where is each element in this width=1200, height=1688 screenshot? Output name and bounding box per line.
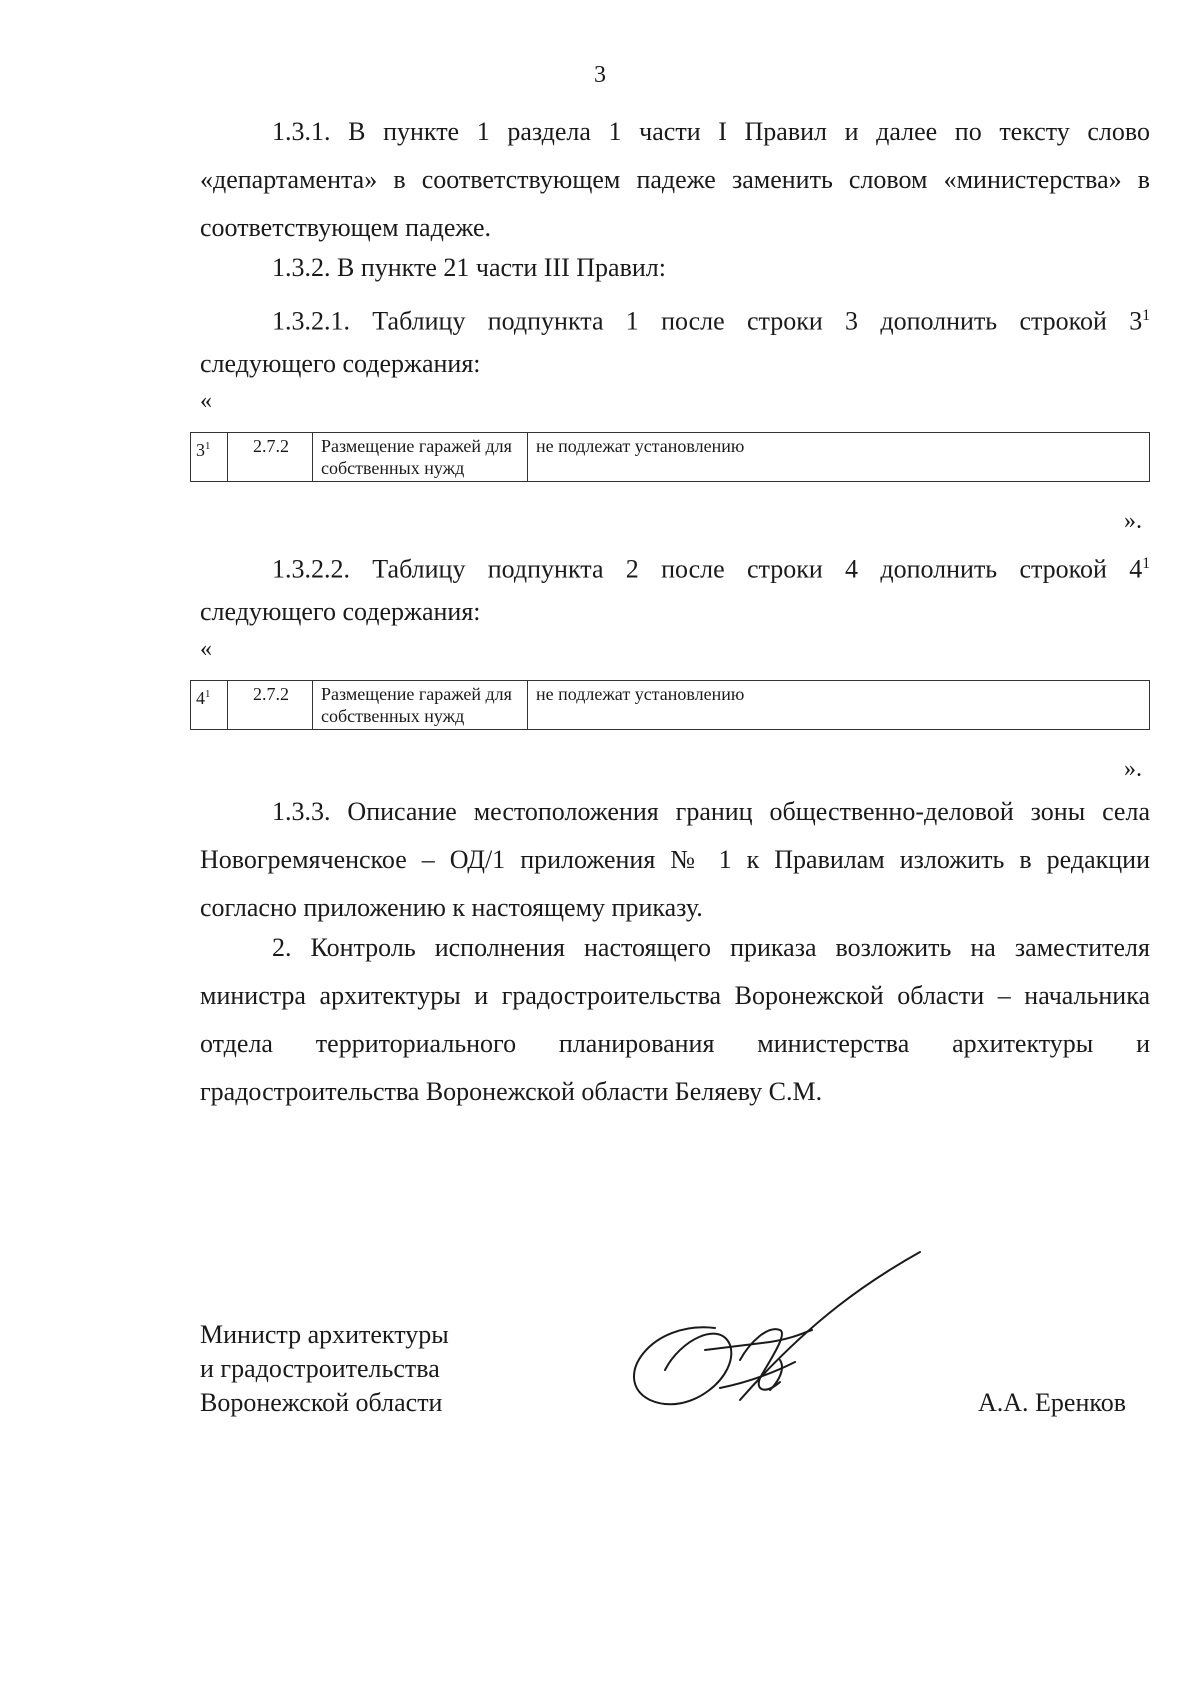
amendment-table-2 — [190, 680, 1150, 730]
name-cell: Размещение гаражей для собственных нужд — [313, 681, 528, 730]
row-number-cell: $3^1$ — [191, 433, 228, 482]
paragraph-2: 2. Контроль исполнения настоящего приказа возложить на заместителя министра архитектуры и градостроительства Воронежской области – начальника отдела территориального планирования министерства архитектуры и градостроительства Воронежской области Беляеву С.М. — [200, 933, 1150, 1106]
table-row — [191, 433, 1150, 482]
paragraph-1-3-2-1-tail: следующего содержания: — [200, 349, 481, 378]
paragraph-1-3-3: 1.3.3. Описание местоположения границ общественно-деловой зоны села Новогремяченское – ОД/1 приложения № 1 к Правилам изложить в редакции согласно приложению к настоящему приказу. — [200, 797, 1150, 922]
paragraph-1-3-2-2 — [200, 540, 1150, 594]
name-cell: Размещение гаражей для собственных нужд — [313, 433, 528, 482]
paragraph-1-3-2-1-text: 1.3.2.1. Таблицу подпункта 1 после строки 3 дополнить строкой 3 — [272, 306, 1143, 336]
paragraph-1-3-2-2-text: 1.3.2.2. Таблицу подпункта 2 после строки 4 дополнить строкой 4 — [272, 554, 1143, 584]
paragraph-1-3-1: 1.3.1. В пункте 1 раздела 1 части I Правил и далее по тексту слово «департамента» в соответствующем падеже заменить словом «министерства» в соответствующем падеже. — [200, 117, 1150, 242]
opening-quote-2: « — [200, 636, 212, 662]
signer-title-line-1: Министр архитектуры — [200, 1320, 449, 1349]
value-cell: не подлежат установлению — [528, 433, 1150, 482]
closing-quote-1: ». — [1124, 508, 1142, 534]
paragraph-1-3-2-1 — [200, 292, 1150, 346]
signer-title-line-2: и градостроительства — [200, 1354, 440, 1383]
opening-quote-1: « — [200, 388, 212, 414]
amendment-table-1 — [190, 432, 1150, 482]
signer-title-line-3: Воронежской области — [200, 1388, 443, 1417]
closing-quote-2: ». — [1124, 756, 1142, 782]
code-cell: 2.7.2 — [228, 433, 313, 482]
value-cell: не подлежат установлению — [528, 681, 1150, 730]
row-superscript: 1 — [1142, 307, 1150, 324]
signer-name: А.А. Еренков — [978, 1388, 1126, 1417]
row-superscript: 1 — [1142, 555, 1150, 572]
paragraph-1-3-2-2-tail: следующего содержания: — [200, 597, 481, 626]
handwritten-signature — [620, 1250, 940, 1430]
code-cell: 2.7.2 — [228, 681, 313, 730]
paragraph-1-3-2: 1.3.2. В пункте 21 части III Правил: — [272, 253, 666, 282]
table-row — [191, 681, 1150, 730]
page-number: 3 — [594, 62, 606, 88]
signer-title — [200, 1318, 449, 1420]
row-number-cell: $4^1$ — [191, 681, 228, 730]
